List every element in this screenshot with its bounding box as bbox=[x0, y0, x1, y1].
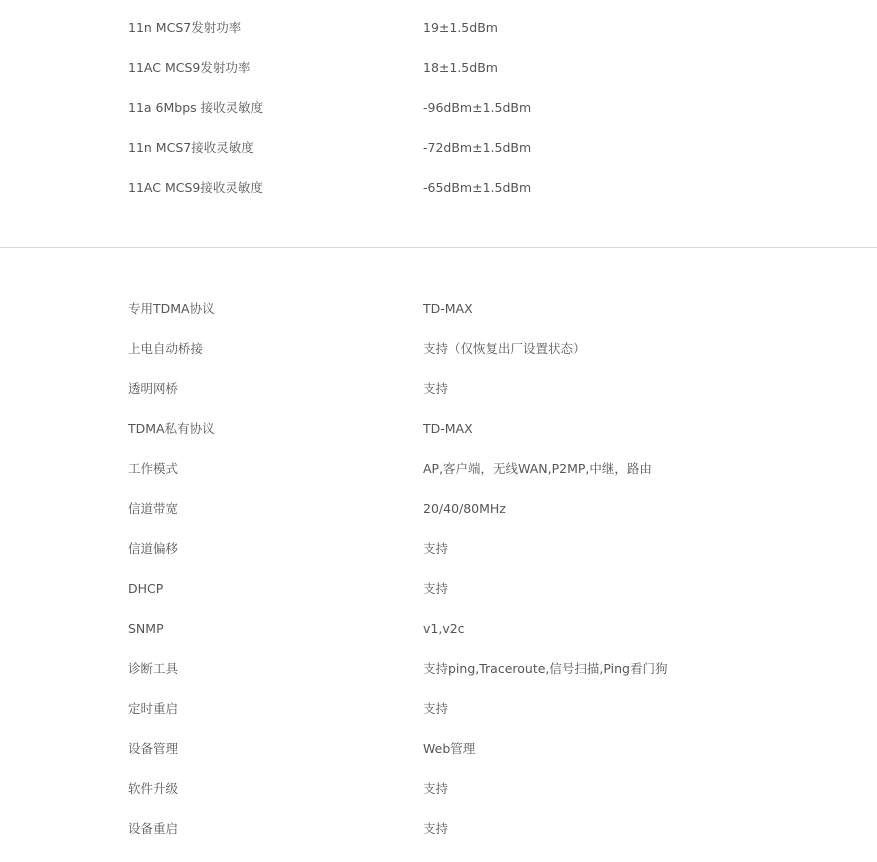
spec-value: 支持ping,Traceroute,信号扫描,Ping看门狗 bbox=[423, 661, 668, 676]
spec-label: 透明网桥 bbox=[128, 381, 179, 396]
spec-label: SNMP bbox=[128, 621, 164, 636]
spec-value: Web管理 bbox=[423, 741, 476, 756]
spec-row bbox=[0, 419, 877, 439]
spec-value: TD-MAX bbox=[423, 421, 473, 436]
spec-value: 支持 bbox=[423, 781, 449, 796]
spec-label: 信道偏移 bbox=[128, 541, 179, 556]
spec-row bbox=[0, 178, 877, 198]
spec-value: 支持 bbox=[423, 701, 449, 716]
spec-label: 工作模式 bbox=[128, 461, 179, 476]
spec-row bbox=[0, 299, 877, 319]
spec-value: 支持 bbox=[423, 381, 449, 396]
spec-value: 18±1.5dBm bbox=[423, 60, 498, 75]
spec-label: 设备重启 bbox=[128, 821, 179, 836]
spec-row bbox=[0, 138, 877, 158]
spec-value: AP,客户端，无线WAN,P2MP,中继，路由 bbox=[423, 461, 652, 476]
section-divider bbox=[0, 247, 877, 248]
spec-row bbox=[0, 779, 877, 799]
spec-label: 11AC MCS9接收灵敏度 bbox=[128, 180, 263, 195]
spec-value: 支持 bbox=[423, 821, 449, 836]
spec-row bbox=[0, 459, 877, 479]
spec-value: 支持（仅恢复出厂设置状态） bbox=[423, 341, 586, 356]
spec-row bbox=[0, 18, 877, 38]
spec-row bbox=[0, 339, 877, 359]
spec-value: TD-MAX bbox=[423, 301, 473, 316]
spec-row bbox=[0, 619, 877, 639]
spec-value: 支持 bbox=[423, 541, 449, 556]
spec-label: 11n MCS7发射功率 bbox=[128, 20, 242, 35]
spec-label: 诊断工具 bbox=[128, 661, 179, 676]
spec-label: TDMA私有协议 bbox=[128, 421, 215, 436]
spec-value: 19±1.5dBm bbox=[423, 20, 498, 35]
spec-row bbox=[0, 579, 877, 599]
spec-label: 专用TDMA协议 bbox=[128, 301, 215, 316]
spec-label: 设备管理 bbox=[128, 741, 179, 756]
spec-label: 软件升级 bbox=[128, 781, 179, 796]
spec-row bbox=[0, 819, 877, 839]
spec-row bbox=[0, 659, 877, 679]
spec-label: DHCP bbox=[128, 581, 164, 596]
spec-label: 定时重启 bbox=[128, 701, 179, 716]
spec-label: 信道带宽 bbox=[128, 501, 179, 516]
spec-value: -65dBm±1.5dBm bbox=[423, 180, 532, 195]
spec-value: v1,v2c bbox=[423, 621, 465, 636]
spec-value: -96dBm±1.5dBm bbox=[423, 100, 532, 115]
spec-row bbox=[0, 539, 877, 559]
spec-row bbox=[0, 58, 877, 78]
spec-label: 11n MCS7接收灵敏度 bbox=[128, 140, 254, 155]
spec-row bbox=[0, 699, 877, 719]
spec-value: -72dBm±1.5dBm bbox=[423, 140, 532, 155]
spec-value: 20/40/80MHz bbox=[423, 501, 506, 516]
spec-label: 11a 6Mbps 接收灵敏度 bbox=[128, 100, 264, 115]
spec-row bbox=[0, 739, 877, 759]
spec-label: 11AC MCS9发射功率 bbox=[128, 60, 251, 75]
spec-row bbox=[0, 499, 877, 519]
spec-value: 支持 bbox=[423, 581, 449, 596]
spec-row bbox=[0, 98, 877, 118]
spec-label: 上电自动桥接 bbox=[128, 341, 204, 356]
spec-row bbox=[0, 379, 877, 399]
